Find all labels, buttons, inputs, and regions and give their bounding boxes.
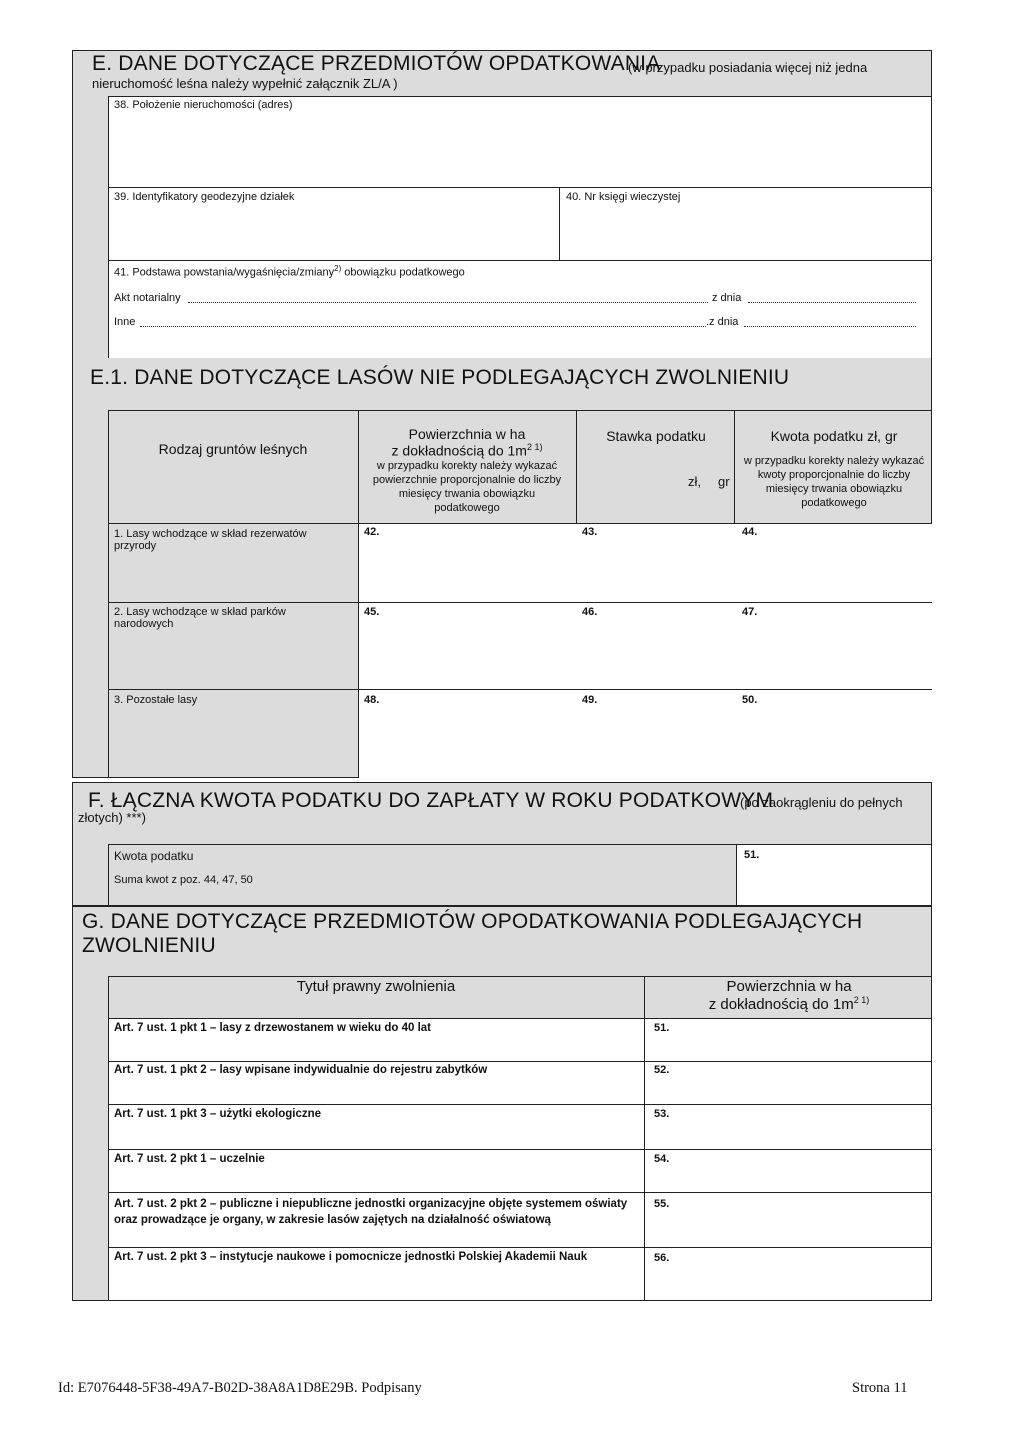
akt-input[interactable] (188, 302, 708, 303)
e1-row2-inputs (359, 603, 934, 689)
g-field-54[interactable]: 54. (654, 1153, 670, 1165)
tax-amount-label: Kwota podatku (114, 849, 194, 863)
g-row-label: Art. 7 ust. 1 pkt 1 – lasy z drzewostanem w wieku do 40 lat (114, 1022, 431, 1034)
e1-row1-inputs (359, 524, 934, 602)
page-number: Strona 11 (852, 1380, 908, 1396)
g-row-rule (108, 1149, 932, 1150)
document-id: Id: E7076448-5F38-49A7-B02D-38A8A1D8E29B. Podpisany (58, 1380, 422, 1396)
field-51-total[interactable] (736, 845, 931, 905)
g-field-56[interactable]: 56. (654, 1252, 670, 1264)
field-49[interactable]: 49. (582, 694, 598, 706)
g-row-rule (108, 1247, 932, 1248)
e1-col3-gr: gr (718, 474, 730, 489)
g-row-rule (108, 1061, 932, 1062)
e1-col1-header: Rodzaj gruntów leśnych (158, 441, 308, 457)
section-e-note-line2: nieruchomość leśna należy wypełnić załącznik ZL/A ) (92, 76, 398, 91)
akt-date-label: z dnia (712, 292, 742, 304)
field-42[interactable]: 42. (364, 526, 380, 538)
section-f-title: F. ŁĄCZNA KWOTA PODATKU DO ZAPŁATY W ROKU PODATKOWYM (88, 789, 774, 812)
land-register-label: 40. Nr księgi wieczystej (566, 191, 681, 203)
e1-col3-zl: zł, (688, 474, 701, 489)
section-f-note: (po zaokrągleniu do pełnych (740, 795, 903, 810)
section-e-title: E. DANE DOTYCZĄCE PRZEDMIOTÓW OPDATKOWANIA (92, 52, 661, 75)
inne-date-input[interactable] (744, 326, 916, 327)
field-50[interactable]: 50. (742, 694, 758, 706)
inne-date-label: .z dnia (706, 316, 739, 328)
field-44[interactable]: 44. (742, 526, 758, 538)
address-label: 38. Położenie nieruchomości (adres) (114, 99, 293, 111)
e1-row3-label: 3. Pozostałe lasy (114, 694, 198, 706)
tax-sum-label: Suma kwot z poz. 44, 47, 50 (114, 874, 253, 886)
field-47[interactable]: 47. (742, 606, 758, 618)
inne-label: Inne (114, 316, 136, 328)
g-col1-header: Tytuł prawny zwolnienia (296, 978, 456, 995)
e1-col2-header: Powierzchnia w ha z dokładnością do $1m^{2 1)}$ w przypadku korekty należy wykazać powierzchnie proporcjonalnie do liczby miesięcy trwania obowiązku podatkowego (372, 426, 562, 514)
field-46[interactable]: 46. (582, 606, 598, 618)
g-row-label: Art. 7 ust. 2 pkt 1 – uczelnie (114, 1153, 265, 1165)
g-col2-header: Powierzchnia w ha z dokładnością do $1m^{2 1)}$ (708, 978, 870, 1013)
akt-date-input[interactable] (748, 302, 916, 303)
field-51-total-num: 51. (744, 849, 760, 861)
section-e1-title: E.1. DANE DOTYCZĄCE LASÓW NIE PODLEGAJĄCYCH ZWOLNIENIU (90, 366, 790, 389)
parcel-ids-label: 39. Identyfikatory geodezyjne działek (114, 191, 295, 203)
e1-col4-header: Kwota podatku zł, gr w przypadku korekty należy wykazać kwoty proporcjonalnie do liczby miesięcy trwania obowiązku podatkowego (743, 428, 925, 509)
g-field-55[interactable]: 55. (654, 1198, 670, 1210)
section-g-title: G. DANE DOTYCZĄCE PRZEDMIOTÓW OPODATKOWANIA PODLEGAJĄCYCH ZWOLNIENIU (82, 910, 863, 957)
akt-label: Akt notarialny (114, 292, 181, 304)
g-field-53[interactable]: 53. (654, 1108, 670, 1120)
g-row-rule (108, 1192, 932, 1193)
field-48[interactable]: 48. (364, 694, 380, 706)
g-field-51[interactable]: 51. (654, 1022, 670, 1034)
g-row-label: Art. 7 ust. 2 pkt 2 – publiczne i niepubliczne jednostki organizacyjne objęte systemem oświaty oraz prowadzące je organy, w zakresie lasów zajętych na działalność oświatową (114, 1198, 628, 1226)
e1-row1-label: 1. Lasy wchodzące w skład rezerwatów przyrody (114, 528, 307, 552)
section-f-note-line2: złotych) ***) (78, 810, 146, 825)
basis-label: 41. Podstawa powstania/wygaśnięcia/zmiany$^{2)}$ obowiązku podatkowego (114, 264, 465, 279)
g-row-label: Art. 7 ust. 1 pkt 3 – użytki ekologiczne (114, 1108, 322, 1120)
g-field-52[interactable]: 52. (654, 1064, 670, 1076)
e1-row2-label: 2. Lasy wchodzące w skład parków narodowych (114, 606, 286, 630)
field-43[interactable]: 43. (582, 526, 598, 538)
e1-row3-inputs (359, 690, 934, 778)
inne-input[interactable] (140, 326, 706, 327)
g-row-label: Art. 7 ust. 2 pkt 3 – instytucje naukowe i pomocnicze jednostki Polskiej Akademii Nauk (114, 1251, 588, 1263)
field-45[interactable]: 45. (364, 606, 380, 618)
g-row-label: Art. 7 ust. 1 pkt 2 – lasy wpisane indywidualnie do rejestru zabytków (114, 1064, 488, 1076)
g-row-rule (108, 1104, 932, 1105)
section-e-note: (w przypadku posiadania więcej niż jedna (628, 60, 868, 75)
e1-col3-header: Stawka podatku (606, 428, 706, 444)
